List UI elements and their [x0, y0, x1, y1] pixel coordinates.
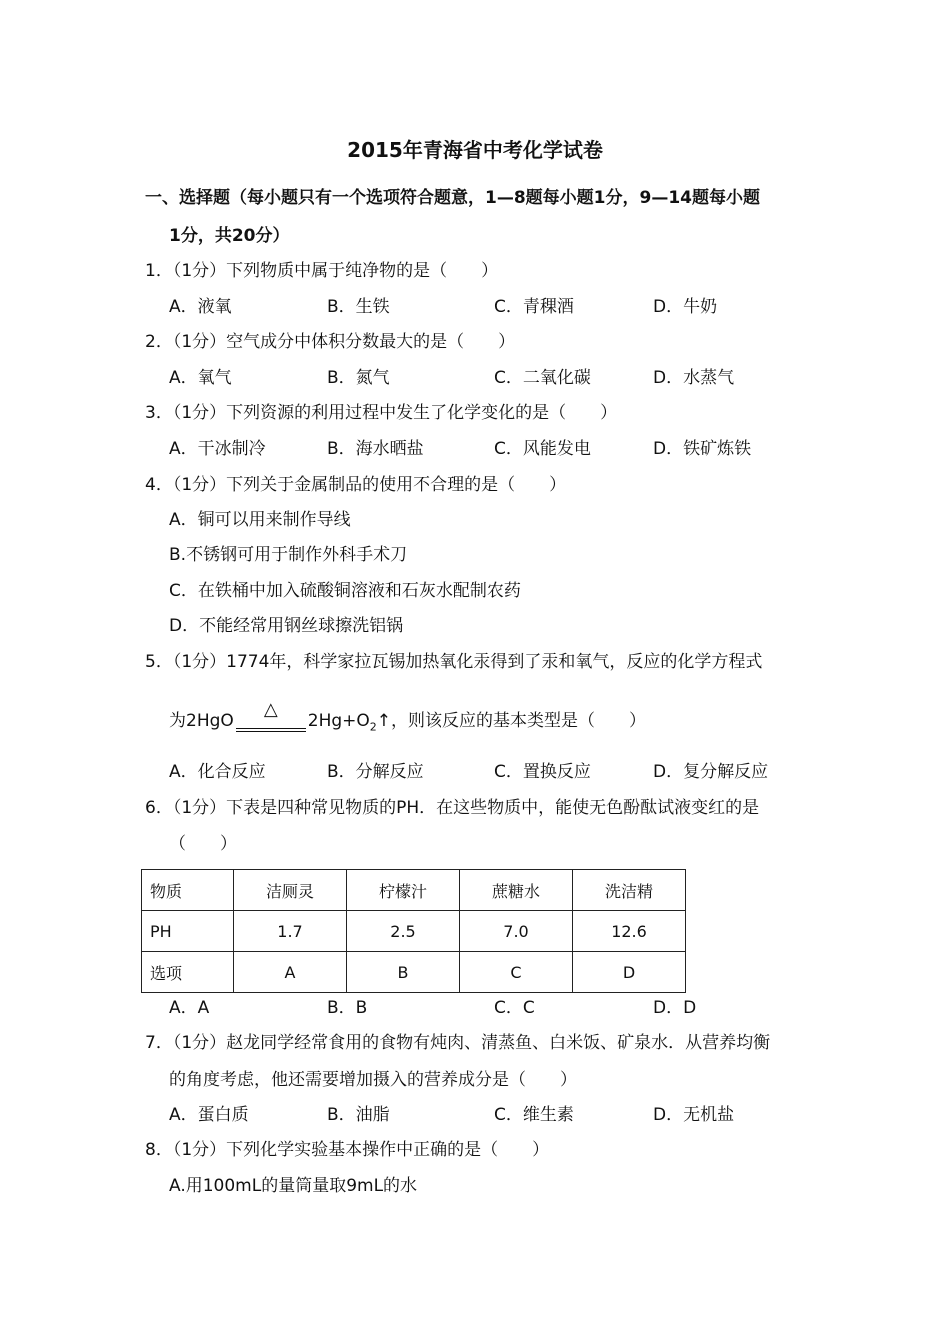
question-7-option-d: D．无机盐	[653, 1105, 735, 1125]
table-cell: 蔗糖水	[460, 870, 573, 911]
table-row	[142, 952, 686, 993]
table-cell: 2.5	[347, 911, 460, 952]
table-cell: 7.0	[460, 911, 573, 952]
question-3-option-c: C．风能发电	[494, 439, 591, 459]
question-5-option-d: D．复分解反应	[653, 762, 769, 782]
table-cell: 选项	[142, 952, 234, 993]
question-8-stem: 8．（1分）下列化学实验基本操作中正确的是（ ）	[145, 1140, 550, 1160]
table-cell: B	[347, 952, 460, 993]
question-3-option-d: D．铁矿炼铁	[653, 439, 752, 459]
equation-suffix: ，则该反应的基本类型是（ ）	[391, 711, 647, 731]
question-7-stem-line2: 的角度考虑，他还需要增加摄入的营养成分是（ ）	[169, 1070, 577, 1090]
question-8-option-a: A.用100mL的量筒量取9mL的水	[169, 1176, 418, 1196]
heating-triangle-icon: △	[263, 699, 278, 721]
question-7-option-c: C．维生素	[494, 1105, 574, 1125]
table-cell: D	[573, 952, 686, 993]
question-3-option-a: A．干冰制冷	[169, 439, 266, 459]
table-cell: 洗洁精	[573, 870, 686, 911]
equation-reactant: 2HgO	[186, 711, 234, 731]
question-5-stem: 5．（1分）1774年，科学家拉瓦锡加热氧化汞得到了汞和氧气，反应的化学方程式	[145, 652, 763, 672]
question-5-option-b: B．分解反应	[327, 762, 424, 782]
table-cell: C	[460, 952, 573, 993]
question-7-option-a: A．蛋白质	[169, 1105, 249, 1125]
question-4-option-c: C．在铁桶中加入硫酸铜溶液和石灰水配制农药	[169, 581, 521, 601]
table-row	[142, 911, 686, 952]
question-2-stem: 2．（1分）空气成分中体积分数最大的是（ ）	[145, 332, 516, 352]
question-6-option-b: B．B	[327, 998, 368, 1018]
question-1-option-a: A．液氧	[169, 297, 232, 317]
question-6-option-c: C．C	[494, 998, 535, 1018]
question-3-option-b: B．海水晒盐	[327, 439, 424, 459]
reaction-condition	[234, 699, 308, 739]
equation-bar-top	[236, 728, 306, 729]
question-5-option-c: C．置换反应	[494, 762, 591, 782]
question-5-equation-line	[169, 699, 647, 739]
equation-bar-bottom	[236, 731, 306, 732]
table-cell: A	[234, 952, 347, 993]
table-cell: 洁厕灵	[234, 870, 347, 911]
question-2-option-c: C．二氧化碳	[494, 368, 591, 388]
question-6-stem-line2: （ ）	[169, 834, 237, 854]
question-1-option-d: D．牛奶	[653, 297, 718, 317]
question-4-option-a: A．铜可以用来制作导线	[169, 510, 351, 530]
question-5-option-a: A．化合反应	[169, 762, 266, 782]
question-2-option-d: D．水蒸气	[653, 368, 735, 388]
ph-table	[141, 869, 686, 993]
question-6-option-d: D．D	[653, 998, 697, 1018]
question-1-stem: 1．（1分）下列物质中属于纯净物的是（ ）	[145, 261, 499, 281]
question-7-stem: 7．（1分）赵龙同学经常食用的食物有炖肉、清蒸鱼、白米饭、矿泉水．从营养均衡	[145, 1033, 771, 1053]
gas-arrow-icon: ↑	[376, 711, 392, 731]
table-cell: PH	[142, 911, 234, 952]
question-4-stem: 4．（1分）下列关于金属制品的使用不合理的是（ ）	[145, 475, 567, 495]
table-cell: 1.7	[234, 911, 347, 952]
exam-title: 2015年青海省中考化学试卷	[347, 138, 603, 162]
table-row	[142, 870, 686, 911]
equation-prefix: 为	[169, 711, 186, 731]
table-cell: 物质	[142, 870, 234, 911]
question-4-option-b: B.不锈钢可用于制作外科手术刀	[169, 545, 408, 565]
table-cell: 12.6	[573, 911, 686, 952]
table-cell: 柠檬汁	[347, 870, 460, 911]
question-1-option-c: C．青稞酒	[494, 297, 574, 317]
question-7-option-b: B．油脂	[327, 1105, 390, 1125]
oxygen-subscript: 2	[369, 720, 377, 734]
section-heading-line1: 一、选择题（每小题只有一个选项符合题意，1—8题每小题1分，9—14题每小题	[145, 188, 760, 208]
question-6-option-a: A．A	[169, 998, 210, 1018]
section-heading-line2: 1分，共20分）	[169, 226, 290, 246]
question-2-option-b: B．氮气	[327, 368, 390, 388]
question-3-stem: 3．（1分）下列资源的利用过程中发生了化学变化的是（ ）	[145, 403, 618, 423]
question-1-option-b: B．生铁	[327, 297, 390, 317]
question-2-option-a: A．氧气	[169, 368, 232, 388]
equation-product: 2Hg+O	[307, 711, 370, 731]
question-6-stem: 6．（1分）下表是四种常见物质的PH．在这些物质中，能使无色酚酞试液变红的是	[145, 798, 760, 818]
question-4-option-d: D．不能经常用钢丝球擦洗铝锅	[169, 616, 404, 636]
